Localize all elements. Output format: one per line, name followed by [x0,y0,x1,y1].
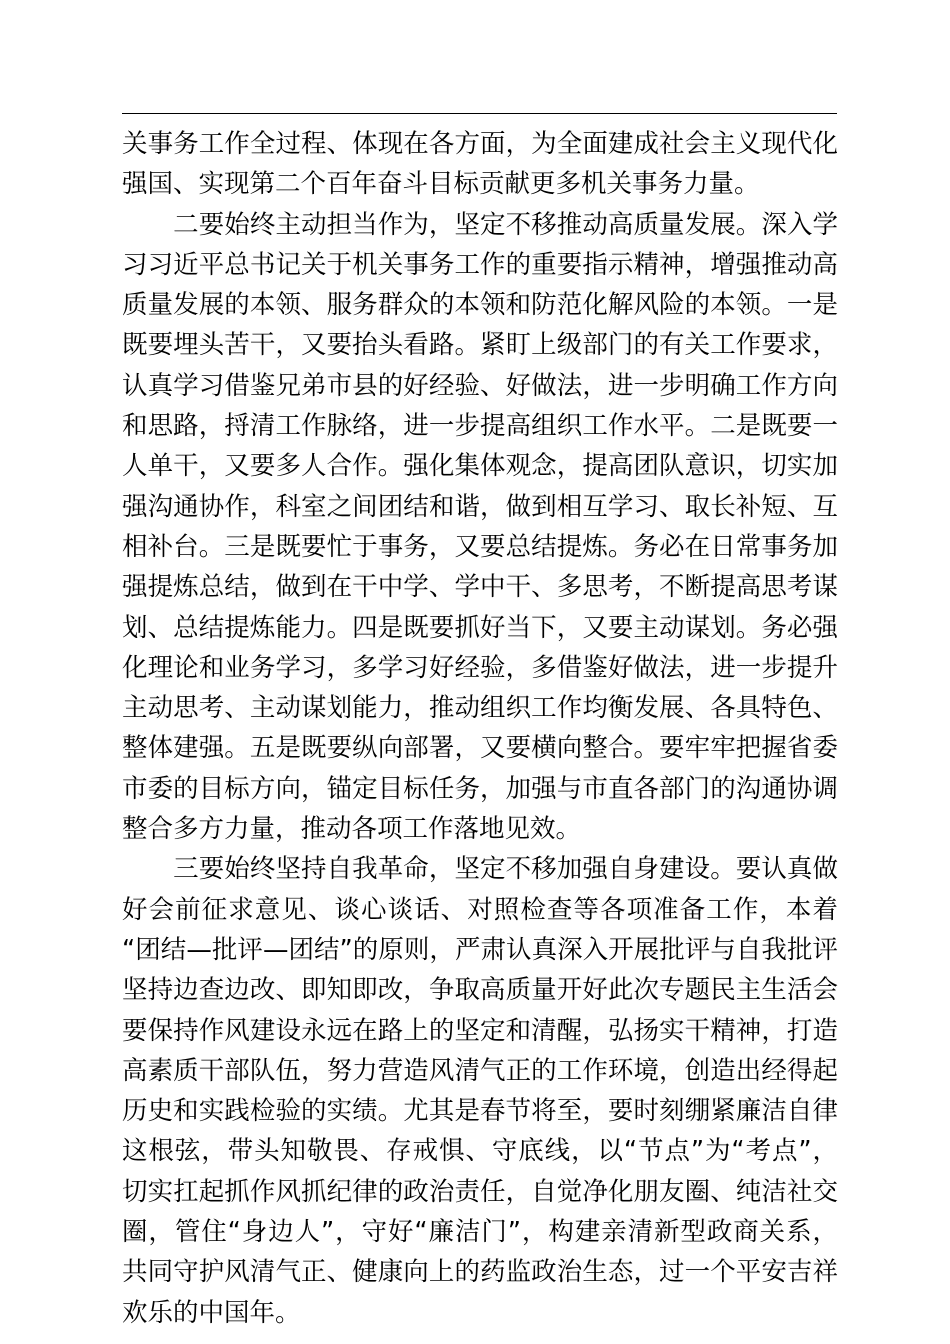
text-line: 圈，管住“身边人”，守好“廉洁门”，构建亲清新型政商关系， [122,1217,838,1248]
text-line: 质量发展的本领、服务群众的本领和防范化解风险的本领。一是 [122,290,838,321]
text-line: 既要埋头苦干，又要抬头看路。紧盯上级部门的有关工作要求， [122,330,838,361]
text-line: 和思路，捋清工作脉络，进一步提高组织工作水平。二是既要一 [122,411,838,442]
text-line: 共同守护风清气正、健康向上的药监政治生态，过一个平安吉祥 [122,1257,838,1288]
text-line: 强国、实现第二个百年奋斗目标贡献更多机关事务力量。 [122,169,760,200]
text-line: 切实扛起抓作风抓纪律的政治责任，自觉净化朋友圈、纯洁社交 [122,1176,838,1207]
text-line: 强提炼总结，做到在干中学、学中干、多思考，不断提高思考谋 [122,572,838,603]
text-line: 坚持边查边改、即知即改，争取高质量开好此次专题民主生活会 [122,975,838,1006]
body-text [122,124,838,1333]
text-line: 习习近平总书记关于机关事务工作的重要指示精神，增强推动高 [122,249,838,280]
text-line: 整合多方力量，推动各项工作落地见效。 [122,814,582,845]
text-line: 划、总结提炼能力。四是既要抓好当下，又要主动谋划。务必强 [122,612,838,643]
text-line: 这根弦，带头知敬畏、存戒惧、守底线，以“节点”为“考点”， [122,1136,838,1167]
text-line: 三要始终坚持自我革命，坚定不移加强自身建设。要认真做 [122,854,838,885]
text-line: 主动思考、主动谋划能力，推动组织工作均衡发展、各具特色、 [122,693,838,724]
text-line: 关事务工作全过程、体现在各方面，为全面建成社会主义现代化 [122,129,838,159]
text-line: 人单干，又要多人合作。强化集体观念，提高团队意识，切实加 [122,451,838,482]
text-line: 市委的目标方向，锚定目标任务，加强与市直各部门的沟通协调 [122,773,838,804]
text-line: 要保持作风建设永远在路上的坚定和清醒，弘扬实干精神，打造 [122,1015,838,1046]
text-line: 认真学习借鉴兄弟市县的好经验、好做法，进一步明确工作方向 [122,370,838,401]
text-line: 相补台。三是既要忙于事务，又要总结提炼。务必在日常事务加 [122,531,838,562]
text-line: 强沟通协作，科室之间团结和谐，做到相互学习、取长补短、互 [122,491,838,522]
text-line: 高素质干部队伍，努力营造风清气正的工作环境，创造出经得起 [122,1055,838,1086]
text-line: “团结—批评—团结”的原则，严肃认真深入开展批评与自我批评 [122,934,838,965]
text-line: 历史和实践检验的实绩。尤其是春节将至，要时刻绷紧廉洁自律 [122,1096,838,1127]
text-line: 化理论和业务学习，多学习好经验，多借鉴好做法，进一步提升 [122,652,838,683]
text-line: 欢乐的中国年。 [122,1297,301,1328]
text-line: 整体建强。五是既要纵向部署，又要横向整合。要牢牢把握省委 [122,733,838,764]
text-line: 好会前征求意见、谈心谈话、对照检查等各项准备工作，本着 [122,894,838,925]
header-divider [122,113,837,114]
text-line: 二要始终主动担当作为，坚定不移推动高质量发展。深入学 [122,209,838,240]
